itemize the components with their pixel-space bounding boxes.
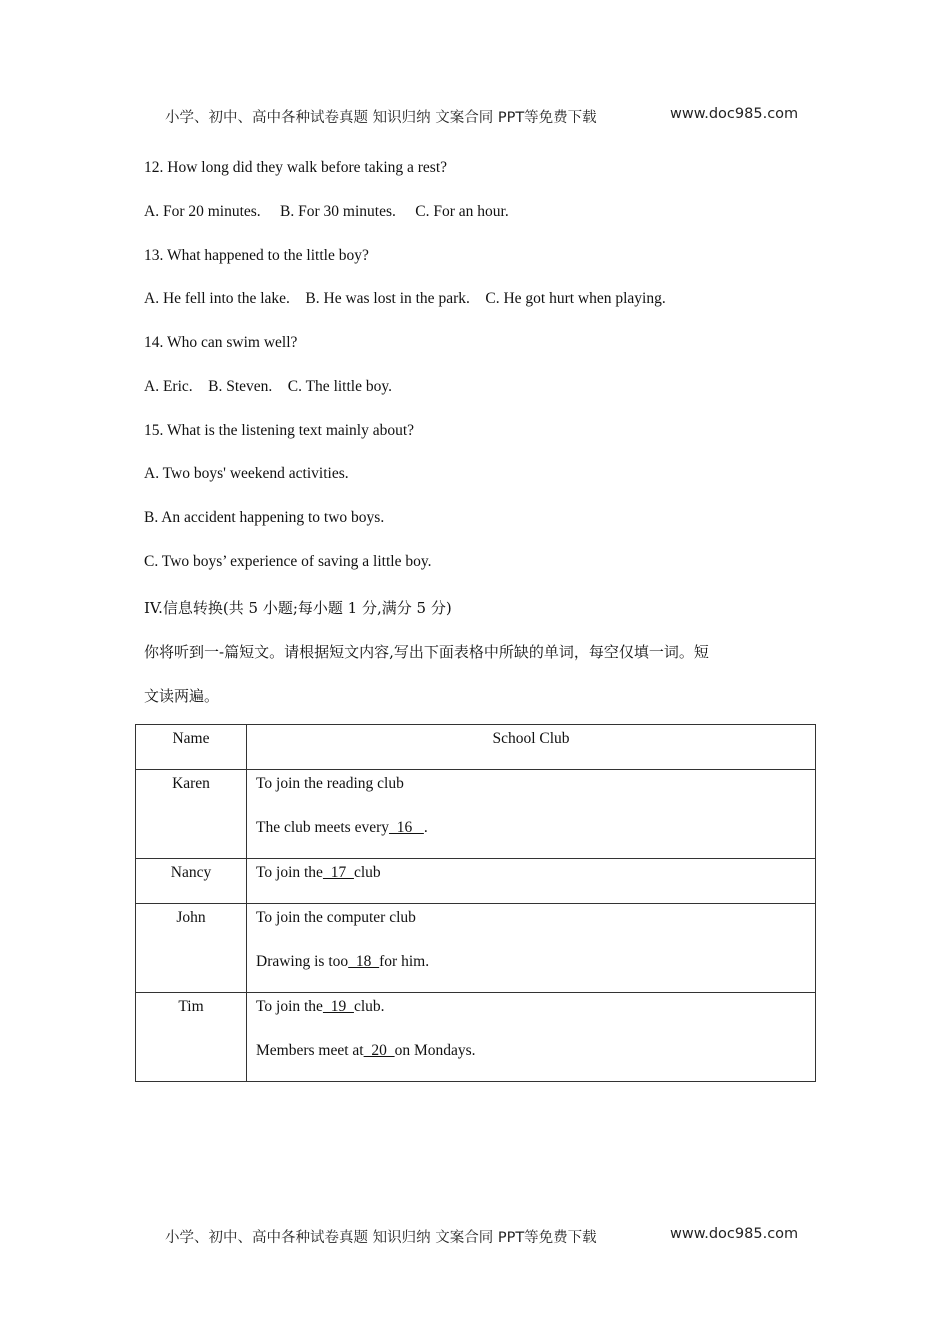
text-after-blank: club (353, 864, 381, 881)
question-15-option-a: A. Two boys' weekend activities. (144, 465, 349, 482)
row-line-1: To join the reading club (256, 775, 404, 792)
blank-20: 20 (363, 1042, 395, 1059)
row-name: John (176, 909, 206, 926)
table-row (136, 859, 816, 904)
footer-site-link[interactable]: www.doc985.com (670, 1226, 799, 1242)
question-15-option-c: C. Two boys’ experience of saving a little boy. (144, 553, 432, 570)
row-name: Karen (172, 775, 210, 792)
row-info-cell (247, 859, 816, 904)
text-before-blank: To join the (256, 998, 323, 1015)
row-info-cell (247, 904, 816, 993)
row-line-1: To join the computer club (256, 909, 416, 926)
row-name-cell (136, 993, 247, 1082)
question-15-stem: 15. What is the listening text mainly about? (144, 422, 415, 439)
row-line-1 (256, 993, 815, 1037)
table-row (136, 993, 816, 1082)
question-13-stem: 13. What happened to the little boy? (144, 247, 369, 264)
row-name-cell (136, 770, 247, 859)
row-info-cell (247, 770, 816, 859)
footer-ad-text: 小学、初中、高中各种试卷真题 知识归纳 文案合同 PPT等免费下载 (165, 1230, 597, 1246)
text-after-blank: for him. (379, 953, 430, 970)
header-club: School Club (492, 730, 570, 747)
row-line-2 (256, 1037, 815, 1081)
text-after-blank: . (423, 819, 428, 836)
blank-17: 17 (322, 864, 354, 881)
text-before-blank: Members meet at (256, 1042, 364, 1059)
blank-18: 18 (348, 953, 380, 970)
table-header-row (136, 725, 816, 770)
header-name-cell (136, 725, 247, 770)
row-name: Nancy (170, 864, 212, 881)
question-12-options: A. For 20 minutes. B. For 30 minutes. C. For an hour. (144, 203, 509, 220)
text-after-blank: on Mondays. (394, 1042, 476, 1059)
school-club-table (135, 724, 816, 1082)
row-info-cell (247, 993, 816, 1082)
section-instruction-line-1: 你将听到一-篇短文。请根据短文内容,写出下面表格中所缺的单词，每空仅填一词。短 (144, 643, 709, 661)
question-12-stem: 12. How long did they walk before taking a rest? (144, 159, 448, 176)
row-line-1 (256, 859, 815, 903)
blank-16: 16 (388, 819, 424, 836)
row-line-2 (256, 814, 815, 858)
question-15-option-b: B. An accident happening to two boys. (144, 509, 385, 526)
question-14-options: A. Eric. B. Steven. C. The little boy. (144, 378, 392, 395)
text-before-blank: To join the (256, 864, 323, 881)
section-instruction-line-2: 文读两遍。 (144, 687, 220, 705)
row-name: Tim (178, 998, 204, 1015)
header-club-cell (247, 725, 816, 770)
text-before-blank: Drawing is too (256, 953, 349, 970)
section-title: IV.信息转换(共 5 小题;每小题 1 分,满分 5 分) (144, 599, 452, 617)
table-row (136, 770, 816, 859)
blank-19: 19 (322, 998, 354, 1015)
row-name-cell (136, 904, 247, 993)
table-row (136, 904, 816, 993)
row-line-2 (256, 948, 815, 992)
text-before-blank: The club meets every (256, 819, 389, 836)
text-after-blank: club. (353, 998, 385, 1015)
question-13-options: A. He fell into the lake. B. He was lost in the park. C. He got hurt when playing. (144, 290, 666, 307)
row-name-cell (136, 859, 247, 904)
question-14-stem: 14. Who can swim well? (144, 334, 298, 351)
header-name: Name (172, 730, 210, 747)
header-ad-text: 小学、初中、高中各种试卷真题 知识归纳 文案合同 PPT等免费下载 (165, 110, 597, 126)
header-site-link[interactable]: www.doc985.com (670, 106, 799, 122)
